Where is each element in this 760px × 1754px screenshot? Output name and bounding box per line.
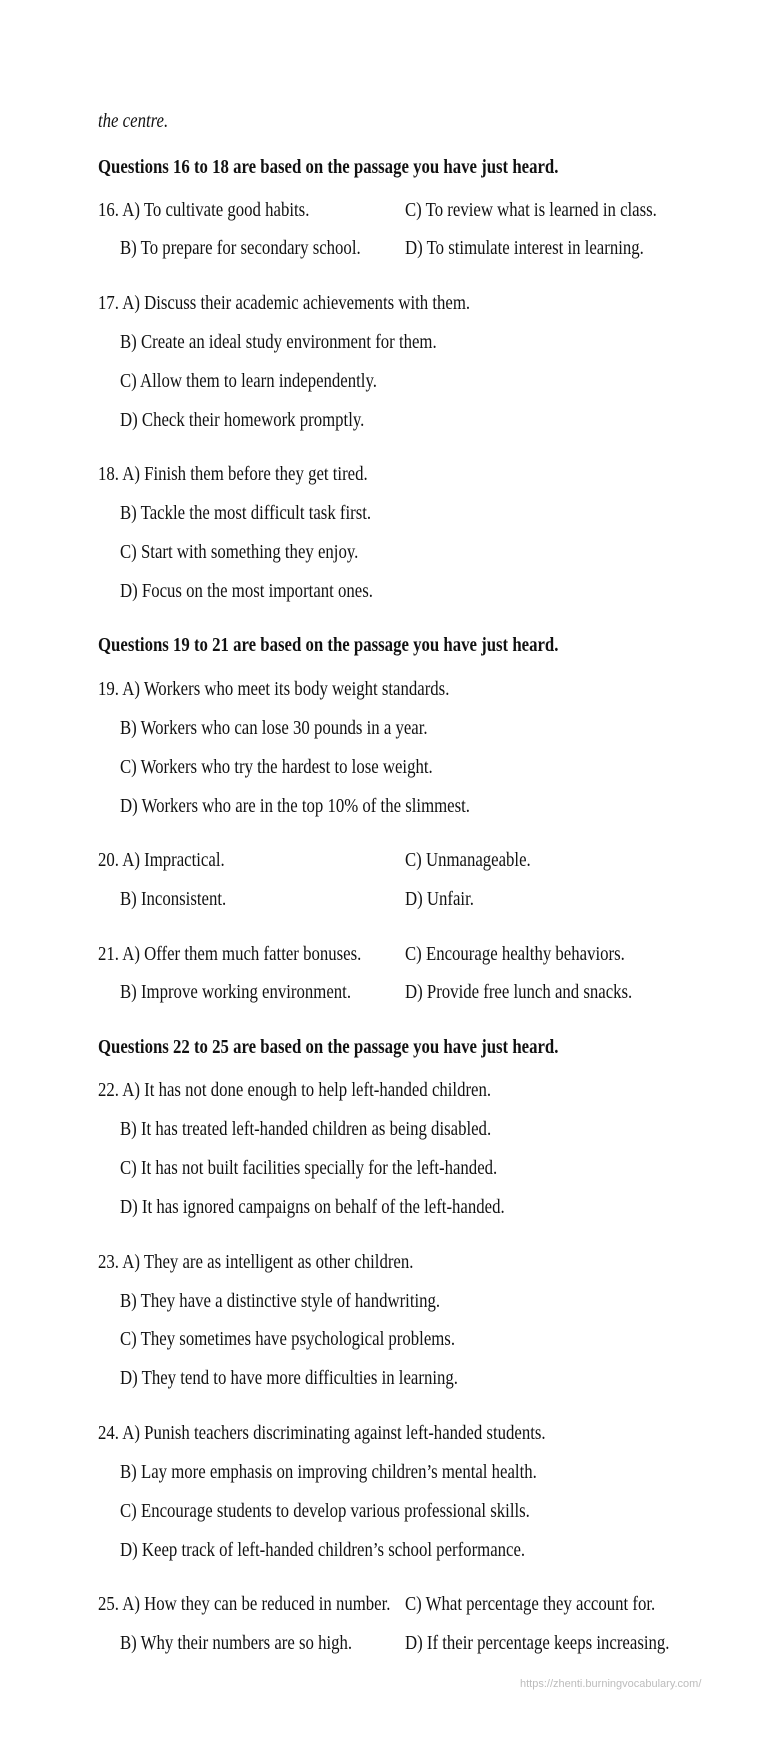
question-18-option-d: D) Focus on the most important ones. <box>120 581 373 602</box>
question-21-option-a: 21. A) Offer them much fatter bonuses. <box>98 944 362 965</box>
question-23-option-a: 23. A) They are as intelligent as other children. <box>98 1252 414 1273</box>
question-20-option-d: D) Unfair. <box>405 889 474 910</box>
question-24-option-b: B) Lay more emphasis on improving children’s mental health. <box>120 1462 537 1483</box>
question-24-option-a: 24. A) Punish teachers discriminating against left-handed students. <box>98 1423 546 1444</box>
question-17-option-d: D) Check their homework promptly. <box>120 410 365 431</box>
question-19-option-c: C) Workers who try the hardest to lose weight. <box>120 757 433 778</box>
question-21-option-d: D) Provide free lunch and snacks. <box>405 982 633 1003</box>
question-17-option-a: 17. A) Discuss their academic achievements with them. <box>98 293 471 314</box>
question-16-option-c: C) To review what is learned in class. <box>405 200 657 221</box>
question-22-option-c: C) It has not built facilities specially for the left-handed. <box>120 1158 498 1179</box>
question-22-option-d: D) It has ignored campaigns on behalf of the left-handed. <box>120 1197 505 1218</box>
question-25-option-c: C) What percentage they account for. <box>405 1594 656 1615</box>
question-18-option-c: C) Start with something they enjoy. <box>120 542 359 563</box>
question-21-option-c: C) Encourage healthy behaviors. <box>405 944 625 965</box>
intro-fragment: the centre. <box>98 111 169 132</box>
question-16-option-b: B) To prepare for secondary school. <box>120 238 361 259</box>
question-23-option-c: C) They sometimes have psychological problems. <box>120 1329 456 1350</box>
question-23-option-d: D) They tend to have more difficulties in learning. <box>120 1368 458 1389</box>
question-19-option-b: B) Workers who can lose 30 pounds in a year. <box>120 718 428 739</box>
question-18-option-b: B) Tackle the most difficult task first. <box>120 503 372 524</box>
section-heading: Questions 22 to 25 are based on the passage you have just heard. <box>98 1037 559 1058</box>
section-heading: Questions 16 to 18 are based on the passage you have just heard. <box>98 157 559 178</box>
question-17-option-c: C) Allow them to learn independently. <box>120 371 377 392</box>
question-16-option-a: 16. A) To cultivate good habits. <box>98 200 310 221</box>
source-watermark: https://zhenti.burningvocabulary.com/ <box>520 1678 702 1690</box>
question-21-option-b: B) Improve working environment. <box>120 982 352 1003</box>
question-24-option-c: C) Encourage students to develop various professional skills. <box>120 1501 530 1522</box>
question-25-option-d: D) If their percentage keeps increasing. <box>405 1633 670 1654</box>
question-19-option-a: 19. A) Workers who meet its body weight standards. <box>98 679 450 700</box>
question-19-option-d: D) Workers who are in the top 10% of the slimmest. <box>120 796 470 817</box>
question-25-option-b: B) Why their numbers are so high. <box>120 1633 353 1654</box>
question-20-option-a: 20. A) Impractical. <box>98 850 225 871</box>
question-25-option-a: 25. A) How they can be reduced in number. <box>98 1594 391 1615</box>
section-heading: Questions 19 to 21 are based on the passage you have just heard. <box>98 635 559 656</box>
question-22-option-b: B) It has treated left-handed children as being disabled. <box>120 1119 492 1140</box>
question-22-option-a: 22. A) It has not done enough to help left-handed children. <box>98 1080 492 1101</box>
question-16-option-d: D) To stimulate interest in learning. <box>405 238 644 259</box>
question-20-option-b: B) Inconsistent. <box>120 889 227 910</box>
question-18-option-a: 18. A) Finish them before they get tired. <box>98 464 368 485</box>
question-23-option-b: B) They have a distinctive style of handwriting. <box>120 1291 441 1312</box>
question-24-option-d: D) Keep track of left-handed children’s school performance. <box>120 1540 526 1561</box>
question-20-option-c: C) Unmanageable. <box>405 850 531 871</box>
question-17-option-b: B) Create an ideal study environment for them. <box>120 332 437 353</box>
